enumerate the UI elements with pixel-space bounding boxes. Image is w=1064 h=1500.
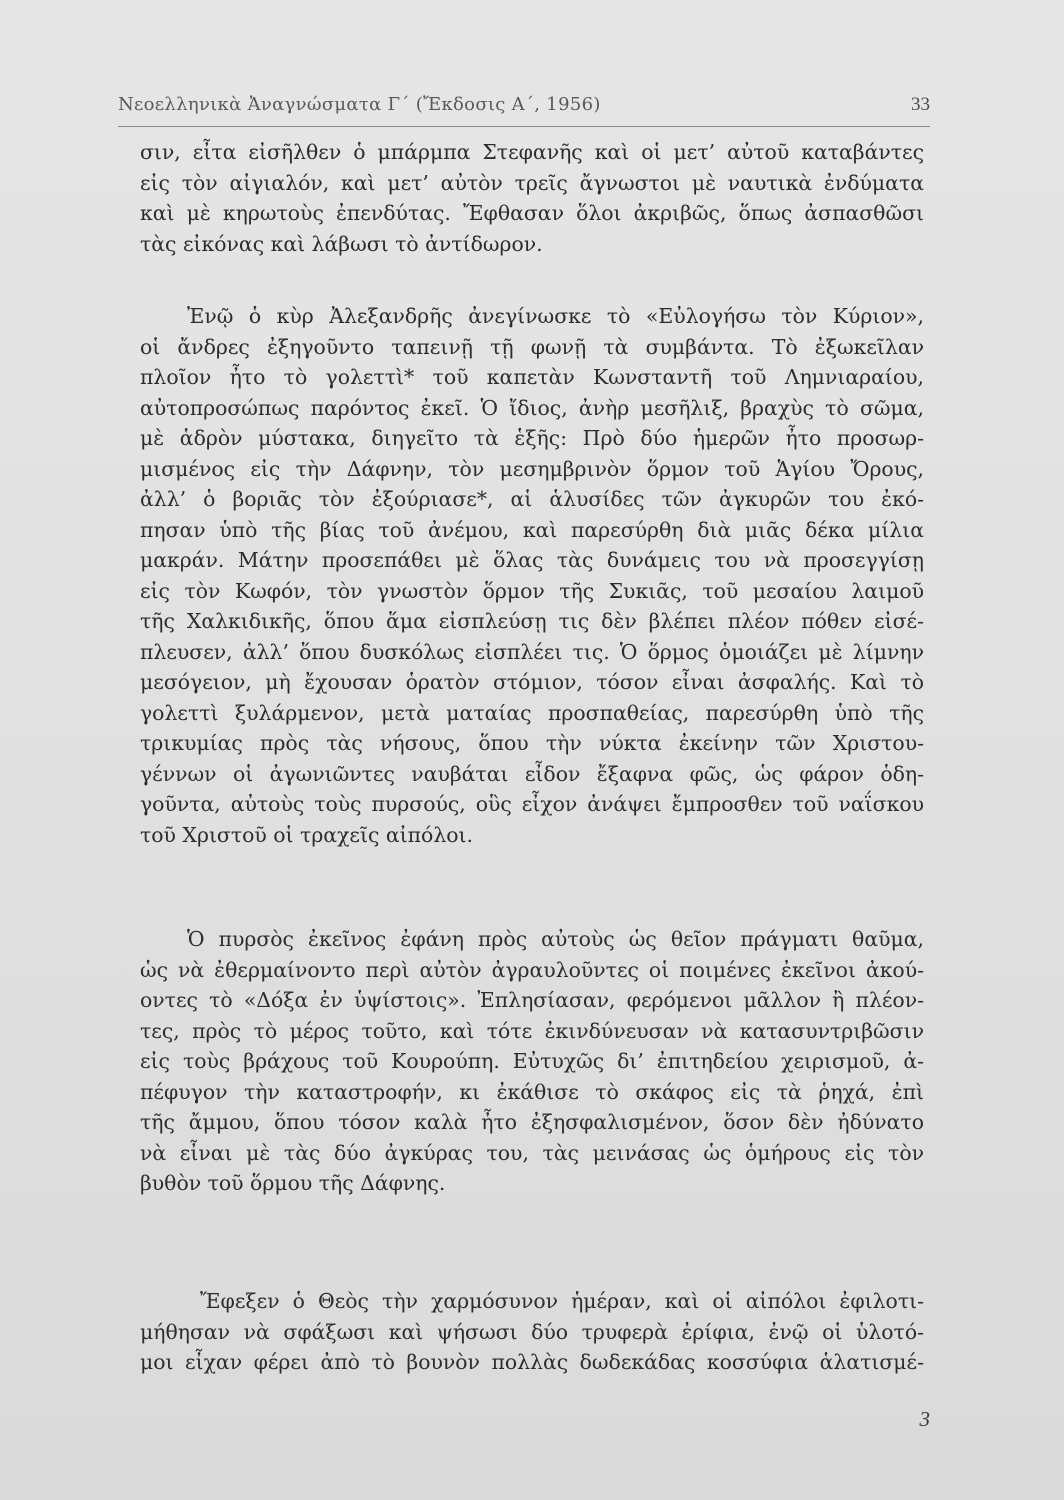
text-line: καὶ μὲ κηρωτοὺς ἐπενδύτας. Ἔφθασαν ὅλοι ἀκριβῶς, ὅπως ἀσπασθῶσι	[140, 201, 924, 225]
paragraph-4	[140, 1286, 924, 1378]
signature-mark: 3	[919, 1407, 930, 1431]
text-line: αὐτοπροσώπως παρόντος ἐκεῖ. Ὁ ἴδιος, ἀνὴρ μεσῆλιξ, βραχὺς τὸ σῶμα,	[140, 395, 924, 420]
text-line: μεσόγειον, μὴ ἔχουσαν ὁρατὸν στόμιον, τόσον εἶναι ἀσφαλής. Καὶ τὸ	[140, 670, 924, 694]
text-line: εἰς τὸν Κωφόν, τὸν γνωστὸν ὅρμον τῆς Συκιᾶς, τοῦ μεσαίου λαιμοῦ	[140, 578, 924, 603]
text-line: πλευσεν, ἀλλ’ ὅπου δυσκόλως εἰσπλέει τις. Ὁ ὅρμος ὁμοιάζει μὲ λίμνην	[140, 639, 924, 664]
text-line: τῆς ἄμμου, ὅπου τόσον καλὰ ἦτο ἐξησφαλισμένον, ὅσον δὲν ἠδύνατο	[140, 1110, 924, 1134]
text-line: βυθὸν τοῦ ὅρμου τῆς Δάφνης.	[140, 1171, 446, 1195]
page-number: 33	[911, 94, 930, 115]
text-line: μακράν. Μάτην προσεπάθει μὲ ὅλας τὰς δυνάμεις του νὰ προσεγγίσῃ	[140, 548, 924, 572]
text-line: εἰς τοὺς βράχους τοῦ Κουρούπη. Εὐτυχῶς δι’ ἐπιτηδείου χειρισμοῦ, ἀ-	[140, 1049, 924, 1073]
text-line: πλοῖον ἦτο τὸ γολεττὶ* τοῦ καπετὰν Κωνσταντῆ τοῦ Λημνιαραίου,	[140, 365, 924, 389]
text-line: ἀλλ’ ὁ βοριᾶς τὸν ἐξούριασε*, αἱ ἁλυσίδες τῶν ἀγκυρῶν του ἐκό-	[140, 487, 924, 511]
text-line: μισμένος εἰς τὴν Δάφνην, τὸν μεσημβρινὸν ὅρμον τοῦ Ἁγίου Ὄρους,	[140, 456, 924, 481]
text-line: οἱ ἄνδρες ἐξηγοῦντο ταπεινῇ τῇ φωνῇ τὰ συμβάντα. Τὸ ἐξωκεῖλαν	[140, 334, 924, 359]
text-line: γοῦντα, αὐτοὺς τοὺς πυρσούς, οὓς εἶχον ἀνάψει ἔμπροσθεν τοῦ ναΐσκου	[140, 792, 924, 816]
text-line: οντες τὸ «Δόξα ἐν ὑψίστοις». Ἐπλησίασαν, φερόμενοι μᾶλλον ἢ πλέον-	[140, 988, 924, 1012]
text-line: νὰ εἶναι μὲ τὰς δύο ἀγκύρας του, τὰς μεινάσας ὡς ὁμήρους εἰς τὸν	[140, 1140, 924, 1165]
text-line: τες, πρὸς τὸ μέρος τοῦτο, καὶ τότε ἐκινδύνευσαν νὰ κατασυντριβῶσιν	[140, 1018, 924, 1043]
text-line: τοῦ Χριστοῦ οἱ τραχεῖς αἰπόλοι.	[140, 822, 474, 847]
text-line: μοι εἶχαν φέρει ἀπὸ τὸ βουνὸν πολλὰς δωδεκάδας κοσσύφια ἁλατισμέ-	[140, 1350, 924, 1374]
text-line: Ἐνῷ ὁ κὺρ Ἀλεξανδρῆς ἀνεγίνωσκε τὸ «Εὐλογήσω τὸν Κύριον»,	[187, 304, 924, 328]
text-line: τῆς Χαλκιδικῆς, ὅπου ἅμα εἰσπλεύσῃ τις δὲν βλέπει πλέον πόθεν εἰσέ-	[140, 609, 924, 633]
paragraph-2	[140, 301, 924, 850]
text-line: πησαν ὑπὸ τῆς βίας τοῦ ἀνέμου, καὶ παρεσύρθη διὰ μιᾶς δέκα μίλια	[140, 517, 924, 542]
text-line: μὲ ἁδρὸν μύστακα, διηγεῖτο τὰ ἑξῆς: Πρὸ δύο ἡμερῶν ἦτο προσωρ-	[140, 426, 924, 450]
text-line: τρικυμίας πρὸς τὰς νήσους, ὅπου τὴν νύκτα ἐκείνην τῶν Χριστου-	[140, 731, 924, 755]
header-rule	[118, 126, 930, 127]
running-title: Νεοελληνικὰ Ἀναγνώσματα Γ΄ (Ἔκδοσις Α΄, 1956)	[118, 94, 601, 115]
text-line: σιν, εἶτα εἰσῆλθεν ὁ μπάρμπα Στεφανῆς καὶ οἱ μετ’ αὐτοῦ καταβάντες	[140, 140, 924, 164]
paragraph-1	[140, 137, 924, 259]
text-line: Ἔφεξεν ὁ Θεὸς τὴν χαρμόσυνον ἡμέραν, καὶ οἱ αἰπόλοι ἐφιλοτι-	[200, 1289, 924, 1313]
text-line: Ὁ πυρσὸς ἐκεῖνος ἐφάνη πρὸς αὐτοὺς ὡς θεῖον πράγματι θαῦμα,	[187, 927, 924, 951]
text-line: εἰς τὸν αἰγιαλόν, καὶ μετ’ αὐτὸν τρεῖς ἄγνωστοι μὲ ναυτικὰ ἐνδύματα	[140, 170, 924, 195]
paragraph-3	[140, 924, 924, 1199]
text-line: γολεττὶ ξυλάρμενον, μετὰ ματαίας προσπαθείας, παρεσύρθη ὑπὸ τῆς	[140, 700, 924, 725]
text-line: πέφυγον τὴν καταστροφήν, κι ἐκάθισε τὸ σκάφος εἰς τὰ ῥηχά, ἐπὶ	[140, 1079, 924, 1104]
text-line: τὰς εἰκόνας καὶ λάβωσι τὸ ἀντίδωρον.	[140, 231, 543, 256]
text-line: μήθησαν νὰ σφάξωσι καὶ ψήσωσι δύο τρυφερὰ ἐρίφια, ἐνῷ οἱ ὑλοτό-	[140, 1319, 924, 1344]
text-line: γέννων οἱ ἀγωνιῶντες ναυβάται εἶδον ἔξαφνα φῶς, ὡς φάρον ὁδη-	[140, 761, 924, 786]
text-line: ὡς νὰ ἐθερμαίνοντο περὶ αὐτὸν ἀγραυλοῦντες οἱ ποιμένες ἐκεῖνοι ἀκού-	[140, 957, 924, 982]
